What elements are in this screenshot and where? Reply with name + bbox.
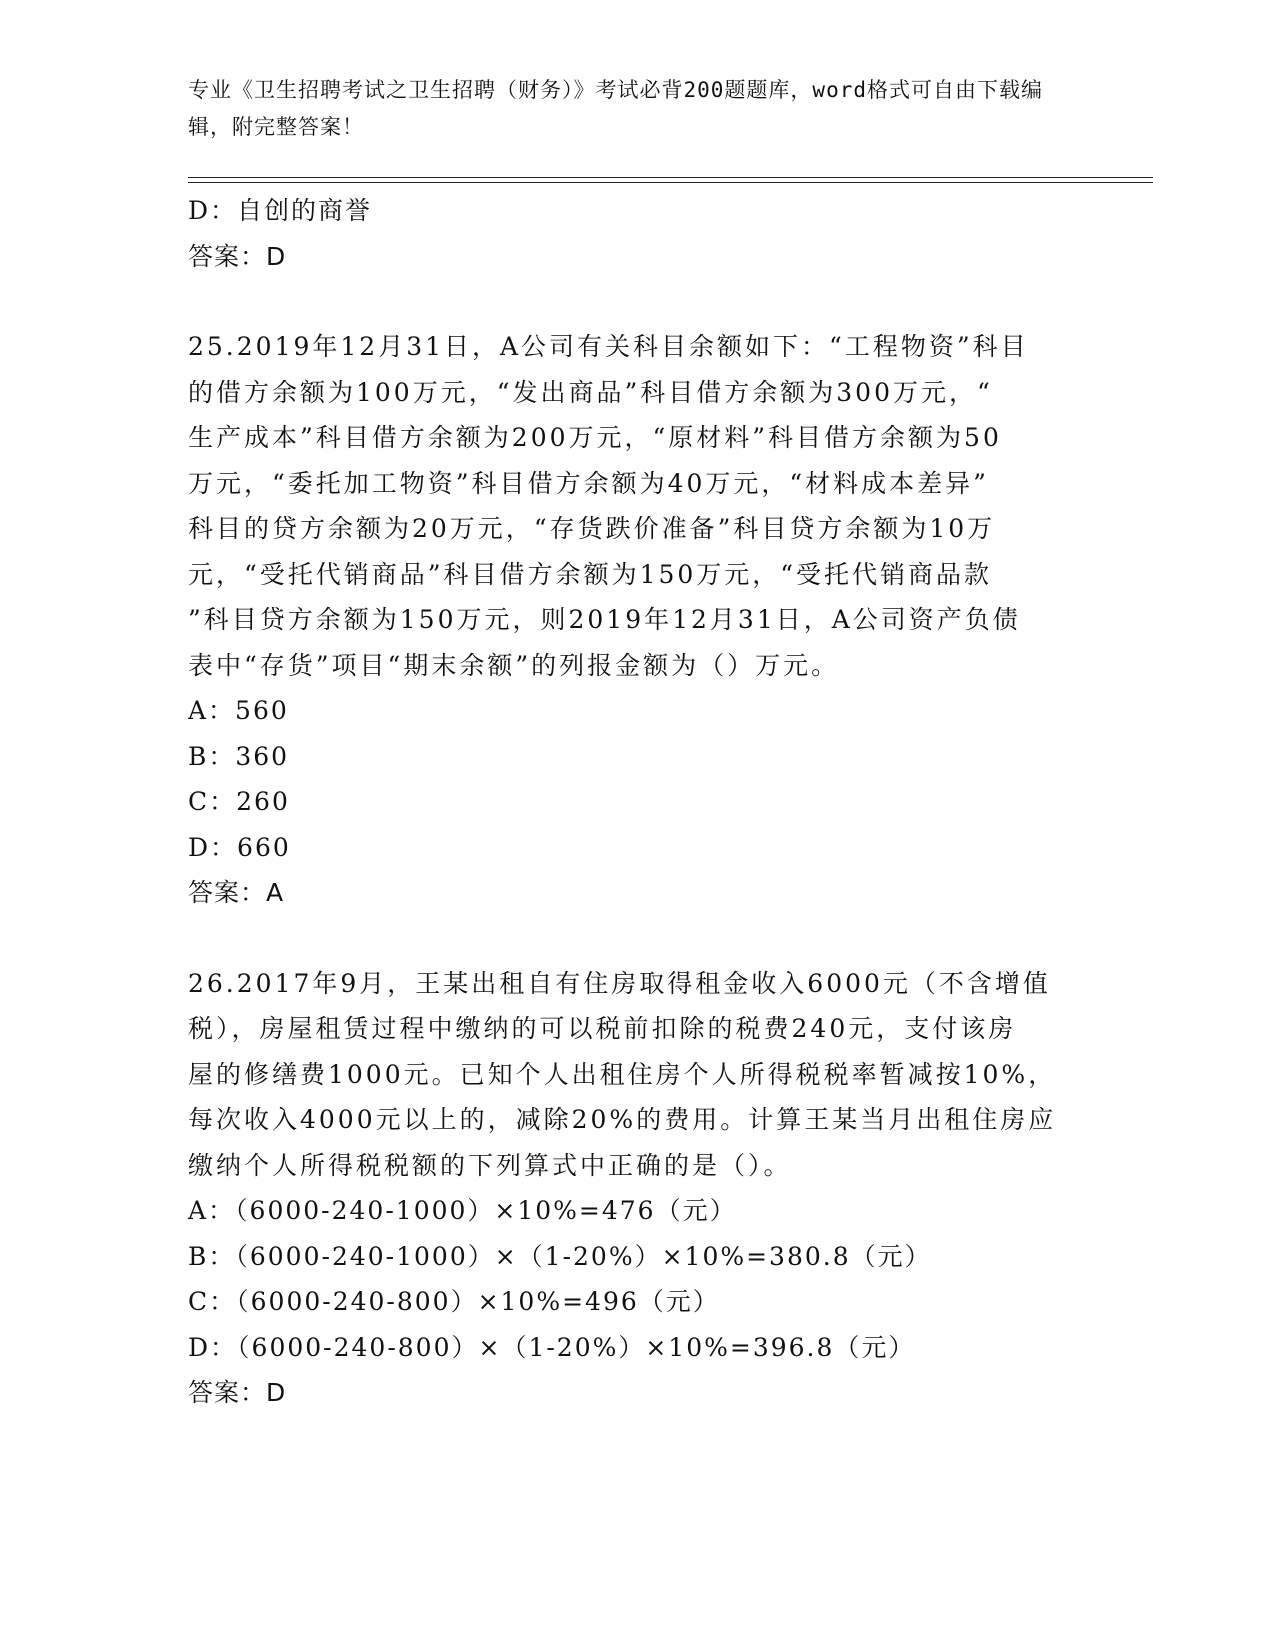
question-text-line: 缴纳个人所得税税额的下列算式中正确的是（）。	[188, 1150, 792, 1180]
question-text-line: 万元，“委托加工物资”科目借方余额为40万元，“材料成本差异”	[188, 468, 989, 498]
answer-line: 答案：A	[188, 878, 285, 907]
question-text-line: 每次收入4000元以上的，减除20%的费用。计算王某当月出租住房应	[188, 1105, 1057, 1134]
answer-line: 答案：D	[188, 1378, 287, 1407]
option-c: C：260	[188, 787, 290, 816]
question-text-line: 元，“受托代销商品”科目借方余额为150万元，“受托代销商品款	[188, 559, 993, 589]
option-b: B：（6000-240-1000）×（1-20%）×10%=380.8（元）	[188, 1241, 932, 1271]
option-c: C：（6000-240-800）×10%=496（元）	[188, 1287, 720, 1316]
question-text-line: 26.2017年9月，王某出租自有住房取得租金收入6000元（不含增值	[188, 968, 1051, 998]
question-text-line: 屋的修缮费1000元。已知个人出租住房个人所得税税率暂减按10%，	[188, 1059, 1057, 1089]
option-a: A：（6000-240-1000）×10%=476（元）	[188, 1196, 737, 1225]
header-rule-bottom	[188, 182, 1153, 183]
question-text-line: ”科目贷方余额为150万元，则2019年12月31日，A公司资产负债	[188, 605, 1021, 634]
option-d: D：（6000-240-800）×（1-20%）×10%=396.8（元）	[188, 1332, 916, 1362]
option-d: D：660	[188, 832, 291, 862]
question-block-24-tail	[188, 188, 1068, 279]
option-d: D：自创的商誉	[188, 196, 373, 225]
document-body	[188, 188, 1068, 1416]
spacer	[188, 916, 1068, 961]
question-text-line: 25.2019年12月31日，A公司有关科目余额如下：“工程物资”科目	[188, 332, 1029, 361]
option-b: B：360	[188, 741, 290, 771]
spacer	[188, 279, 1068, 324]
question-text-line: 税），房屋租赁过程中缴纳的可以税前扣除的税费240元，支付该房	[188, 1014, 1017, 1043]
question-text-line: 生产成本”科目借方余额为200万元，“原材料”科目借方余额为50	[188, 423, 1002, 452]
question-block-26	[188, 961, 1068, 1416]
option-a: A：560	[188, 696, 289, 725]
question-text-line: 的借方余额为100万元，“发出商品”科目借方余额为300万元，“	[188, 377, 993, 407]
header-rule-top	[188, 177, 1153, 178]
document-header: 专业《卫生招聘考试之卫生招聘（财务）》考试必背200题题库，word格式可自由下载编辑，附完整答案！	[188, 78, 1043, 139]
answer-line: 答案：D	[188, 241, 287, 271]
question-text-line: 科目的贷方余额为20万元，“存货跌价准备”科目贷方余额为10万	[188, 514, 996, 543]
question-block-25	[188, 324, 1068, 916]
question-text-line: 表中“存货”项目“期末余额”的列报金额为（）万元。	[188, 650, 840, 680]
